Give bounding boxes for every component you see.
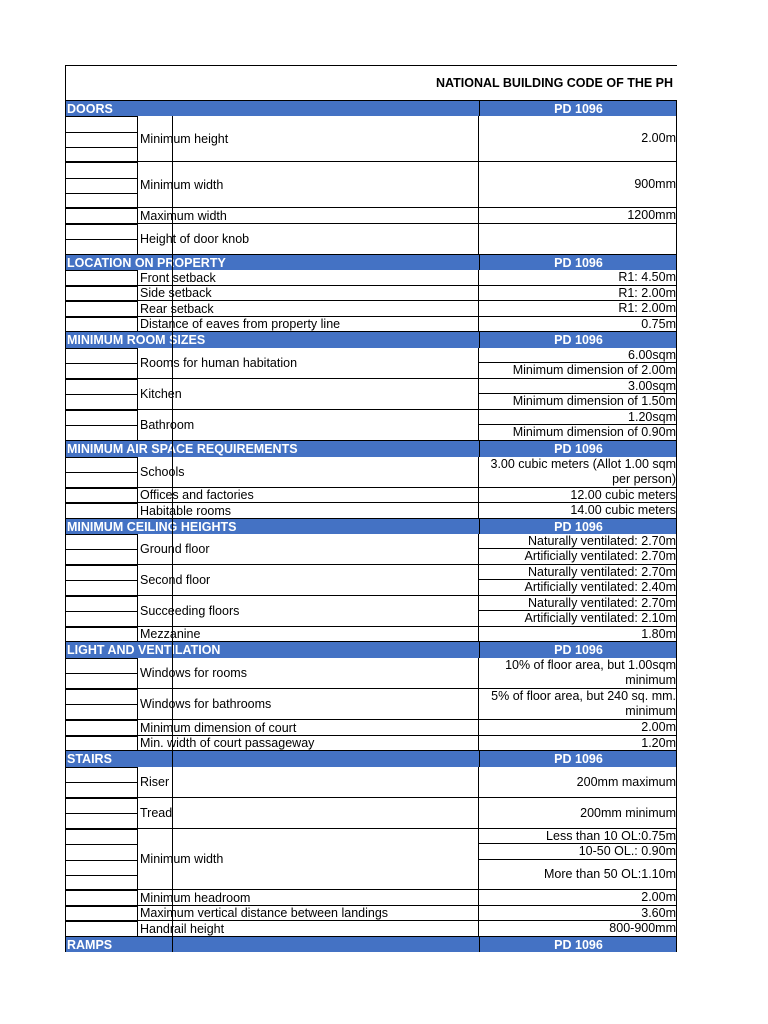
blank-cell xyxy=(66,565,137,596)
requirement-value: Less than 10 OL:0.75m xyxy=(479,829,677,844)
requirement-value: 3.00sqm xyxy=(479,379,677,394)
blank-cell xyxy=(66,596,137,627)
table-row xyxy=(66,689,677,720)
section-header xyxy=(66,332,677,348)
cell-border xyxy=(66,860,137,861)
cell-border xyxy=(66,875,137,876)
requirement-label: Maximum vertical distance between landings xyxy=(137,906,479,921)
table-row xyxy=(66,270,677,286)
value-group xyxy=(479,270,677,286)
cell-border xyxy=(66,782,137,783)
cell-border xyxy=(66,379,137,380)
standard-label: PD 1096 xyxy=(554,937,603,952)
table-row xyxy=(66,162,677,208)
requirement-label: Minimum width xyxy=(137,829,479,890)
cell-border xyxy=(66,580,137,581)
table-row xyxy=(66,767,677,798)
value-group xyxy=(479,379,677,410)
cell-border xyxy=(66,921,137,922)
section-title: RAMPS xyxy=(67,937,113,952)
requirement-label: Rear setback xyxy=(137,301,479,317)
blank-cell xyxy=(66,379,137,410)
requirement-label: Second floor xyxy=(137,565,479,596)
cell-border xyxy=(66,844,137,845)
blank-cell xyxy=(66,829,137,890)
section-title: LOCATION ON PROPERTY xyxy=(67,255,226,270)
table-row xyxy=(66,503,677,519)
standard-label: PD 1096 xyxy=(554,442,603,456)
value-group xyxy=(479,503,677,519)
column-gridline xyxy=(172,116,173,952)
section-title: MINIMUM AIR SPACE REQUIREMENTS xyxy=(67,442,298,456)
blank-cell xyxy=(66,890,137,906)
section-header xyxy=(66,101,677,116)
value-group xyxy=(479,798,677,829)
requirement-label: Offices and factories xyxy=(137,488,479,503)
value-group xyxy=(479,736,677,751)
blank-cell xyxy=(66,798,137,829)
table-row xyxy=(66,410,677,441)
table-row xyxy=(66,208,677,224)
table-row xyxy=(66,348,677,379)
cell-border xyxy=(66,798,137,799)
requirement-label: Minimum height xyxy=(137,116,479,162)
blank-cell xyxy=(66,921,137,937)
table-row xyxy=(66,534,677,565)
value-group xyxy=(479,921,677,937)
cell-border xyxy=(66,178,137,179)
requirement-value: 3.60m xyxy=(479,906,677,921)
requirement-value: R1: 2.00m xyxy=(479,301,677,317)
cell-border xyxy=(66,813,137,814)
cell-border xyxy=(66,549,137,550)
blank-cell xyxy=(66,410,137,441)
value-group xyxy=(479,658,677,689)
cell-border xyxy=(66,317,137,318)
requirement-value: 800-900mm xyxy=(479,921,677,937)
requirement-label: Windows for bathrooms xyxy=(137,689,479,720)
value-group xyxy=(479,317,677,332)
table-row xyxy=(66,890,677,906)
cell-border xyxy=(66,611,137,612)
requirement-value: 900mm xyxy=(479,162,677,208)
cell-border xyxy=(66,673,137,674)
value-group xyxy=(479,116,677,162)
value-group xyxy=(479,906,677,921)
value-group xyxy=(479,208,677,224)
requirement-value: R1: 4.50m xyxy=(479,270,677,286)
section-header xyxy=(66,255,677,270)
value-group xyxy=(479,627,677,642)
cell-border xyxy=(66,208,137,209)
table-row xyxy=(66,379,677,410)
requirement-label: Distance of eaves from property line xyxy=(137,317,479,332)
cell-border xyxy=(66,689,137,690)
requirement-value: 2.00m xyxy=(479,116,677,162)
requirement-value: 10-50 OL.: 0.90m xyxy=(479,844,677,860)
requirement-label: Bathroom xyxy=(137,410,479,441)
requirement-label: Riser xyxy=(137,767,479,798)
table-row xyxy=(66,829,677,890)
blank-cell xyxy=(66,736,137,751)
value-group xyxy=(479,689,677,720)
requirement-value: 200mm maximum xyxy=(479,767,677,798)
cell-border xyxy=(66,658,137,659)
blank-cell xyxy=(66,658,137,689)
requirement-value: Minimum dimension of 0.90m xyxy=(479,425,677,441)
requirement-value: 10% of floor area, but 1.00sqm minimum xyxy=(479,658,677,689)
value-group xyxy=(479,286,677,301)
blank-cell xyxy=(66,906,137,921)
standard-label: PD 1096 xyxy=(554,643,603,657)
table-row xyxy=(66,736,677,751)
cell-border xyxy=(66,147,137,148)
spreadsheet-table xyxy=(65,65,677,952)
value-group xyxy=(479,829,677,890)
requirement-label: Maximum width xyxy=(137,208,479,224)
blank-cell xyxy=(66,689,137,720)
blank-cell xyxy=(66,286,137,301)
table-row xyxy=(66,627,677,642)
requirement-label: Height of door knob xyxy=(137,224,479,255)
cell-border xyxy=(66,410,137,411)
requirement-label: Rooms for human habitation xyxy=(137,348,479,379)
requirement-value: 2.00m xyxy=(479,890,677,906)
section-header xyxy=(66,937,677,952)
section-header xyxy=(66,642,677,658)
table-row xyxy=(66,720,677,736)
requirement-label: Minimum width xyxy=(137,162,479,208)
requirement-label: Front setback xyxy=(137,270,479,286)
table-row xyxy=(66,116,677,162)
requirement-value: 1200mm xyxy=(479,208,677,224)
value-group xyxy=(479,162,677,208)
requirement-value: Naturally ventilated: 2.70m xyxy=(479,565,677,580)
requirement-label: Kitchen xyxy=(137,379,479,410)
requirement-label: Min. width of court passageway xyxy=(137,736,479,751)
requirement-value xyxy=(479,224,677,255)
value-group xyxy=(479,410,677,441)
table-right-border xyxy=(676,101,677,952)
blank-cell xyxy=(66,224,137,255)
value-group xyxy=(479,457,677,488)
section-header xyxy=(66,519,677,534)
blank-cell xyxy=(66,301,137,317)
value-group xyxy=(479,224,677,255)
requirement-label: Habitable rooms xyxy=(137,503,479,519)
table-row xyxy=(66,658,677,689)
requirement-value: 200mm minimum xyxy=(479,798,677,829)
table-row xyxy=(66,906,677,921)
blank-cell xyxy=(66,488,137,503)
cell-border xyxy=(66,906,137,907)
cell-border xyxy=(66,704,137,705)
table-row xyxy=(66,596,677,627)
cell-border xyxy=(66,503,137,504)
cell-border xyxy=(66,348,137,349)
cell-border xyxy=(66,270,137,271)
blank-cell xyxy=(66,116,137,162)
requirement-label: Windows for rooms xyxy=(137,658,479,689)
blank-cell xyxy=(66,317,137,332)
requirement-value: 2.00m xyxy=(479,720,677,736)
value-group xyxy=(479,348,677,379)
requirement-label: Minimum headroom xyxy=(137,890,479,906)
blank-cell xyxy=(66,270,137,286)
cell-border xyxy=(66,457,137,458)
table-row xyxy=(66,286,677,301)
value-group xyxy=(479,720,677,736)
requirement-value: 14.00 cubic meters xyxy=(479,503,677,519)
requirement-label: Minimum dimension of court xyxy=(137,720,479,736)
blank-cell xyxy=(66,720,137,736)
cell-border xyxy=(66,890,137,891)
section-title: MINIMUM CEILING HEIGHTS xyxy=(67,519,237,534)
blank-cell xyxy=(66,162,137,208)
requirement-value: 3.00 cubic meters (Allot 1.00 sqm per person) xyxy=(479,457,677,488)
requirement-label: Tread xyxy=(137,798,479,829)
requirement-value: 0.75m xyxy=(479,317,677,332)
table-row xyxy=(66,921,677,937)
value-group xyxy=(479,767,677,798)
cell-border xyxy=(66,162,137,163)
value-group xyxy=(479,890,677,906)
value-group xyxy=(479,565,677,596)
value-group xyxy=(479,488,677,503)
section-title: DOORS xyxy=(67,101,113,116)
cell-border xyxy=(66,472,137,473)
requirement-label: Ground floor xyxy=(137,534,479,565)
cell-border xyxy=(66,425,137,426)
requirement-value: More than 50 OL:1.10m xyxy=(479,860,677,890)
blank-cell xyxy=(66,208,137,224)
section-title: MINIMUM ROOM SIZES xyxy=(67,333,206,347)
cell-border xyxy=(66,239,137,240)
cell-border xyxy=(66,596,137,597)
requirement-label: Succeeding floors xyxy=(137,596,479,627)
requirement-value: 12.00 cubic meters xyxy=(479,488,677,503)
requirement-label: Schools xyxy=(137,457,479,488)
requirement-label: Mezzanine xyxy=(137,627,479,642)
cell-border xyxy=(66,224,137,225)
cell-border xyxy=(66,488,137,489)
standard-label: PD 1096 xyxy=(554,519,603,534)
cell-border xyxy=(66,116,137,117)
section-header xyxy=(66,751,677,767)
requirement-value: 1.20m xyxy=(479,736,677,751)
requirement-value: Naturally ventilated: 2.70m xyxy=(479,596,677,611)
table-row xyxy=(66,457,677,488)
table-row xyxy=(66,798,677,829)
blank-cell xyxy=(66,627,137,642)
value-group xyxy=(479,534,677,565)
requirement-value: 6.00sqm xyxy=(479,348,677,363)
standard-label: PD 1096 xyxy=(554,101,603,116)
cell-border xyxy=(66,193,137,194)
table-row xyxy=(66,488,677,503)
page-title: NATIONAL BUILDING CODE OF THE PH xyxy=(436,76,674,90)
requirement-value: 1.20sqm xyxy=(479,410,677,425)
cell-border xyxy=(66,720,137,721)
cell-border xyxy=(66,132,137,133)
title-row xyxy=(66,66,677,101)
standard-label: PD 1096 xyxy=(554,752,603,766)
standard-label: PD 1096 xyxy=(554,333,603,347)
cell-border xyxy=(66,301,137,302)
section-title: STAIRS xyxy=(67,752,112,766)
blank-cell xyxy=(66,767,137,798)
requirement-value: 5% of floor area, but 240 sq. mm. minimum xyxy=(479,689,677,720)
requirement-value: R1: 2.00m xyxy=(479,286,677,301)
requirement-value: Artificially ventilated: 2.10m xyxy=(479,611,677,627)
requirement-value: 1.80m xyxy=(479,627,677,642)
cell-border xyxy=(66,394,137,395)
cell-border xyxy=(66,767,137,768)
cell-border xyxy=(66,736,137,737)
table-row xyxy=(66,224,677,255)
cell-border xyxy=(66,286,137,287)
cell-border xyxy=(66,829,137,830)
blank-cell xyxy=(66,348,137,379)
cell-border xyxy=(66,534,137,535)
table-row xyxy=(66,317,677,332)
blank-cell xyxy=(66,534,137,565)
blank-cell xyxy=(66,457,137,488)
standard-label: PD 1096 xyxy=(554,255,603,270)
cell-border xyxy=(66,565,137,566)
blank-cell xyxy=(66,503,137,519)
value-group xyxy=(479,301,677,317)
requirement-value: Artificially ventilated: 2.70m xyxy=(479,549,677,565)
table-row xyxy=(66,565,677,596)
section-header xyxy=(66,441,677,457)
value-group xyxy=(479,596,677,627)
requirement-value: Naturally ventilated: 2.70m xyxy=(479,534,677,549)
requirement-value: Artificially ventilated: 2.40m xyxy=(479,580,677,596)
section-title: LIGHT AND VENTILATION xyxy=(67,643,221,657)
requirement-value: Minimum dimension of 1.50m xyxy=(479,394,677,410)
requirement-label: Side setback xyxy=(137,286,479,301)
requirement-value: Minimum dimension of 2.00m xyxy=(479,363,677,379)
cell-border xyxy=(66,363,137,364)
cell-border xyxy=(66,627,137,628)
requirement-label: Handrail height xyxy=(137,921,479,937)
table-row xyxy=(66,301,677,317)
